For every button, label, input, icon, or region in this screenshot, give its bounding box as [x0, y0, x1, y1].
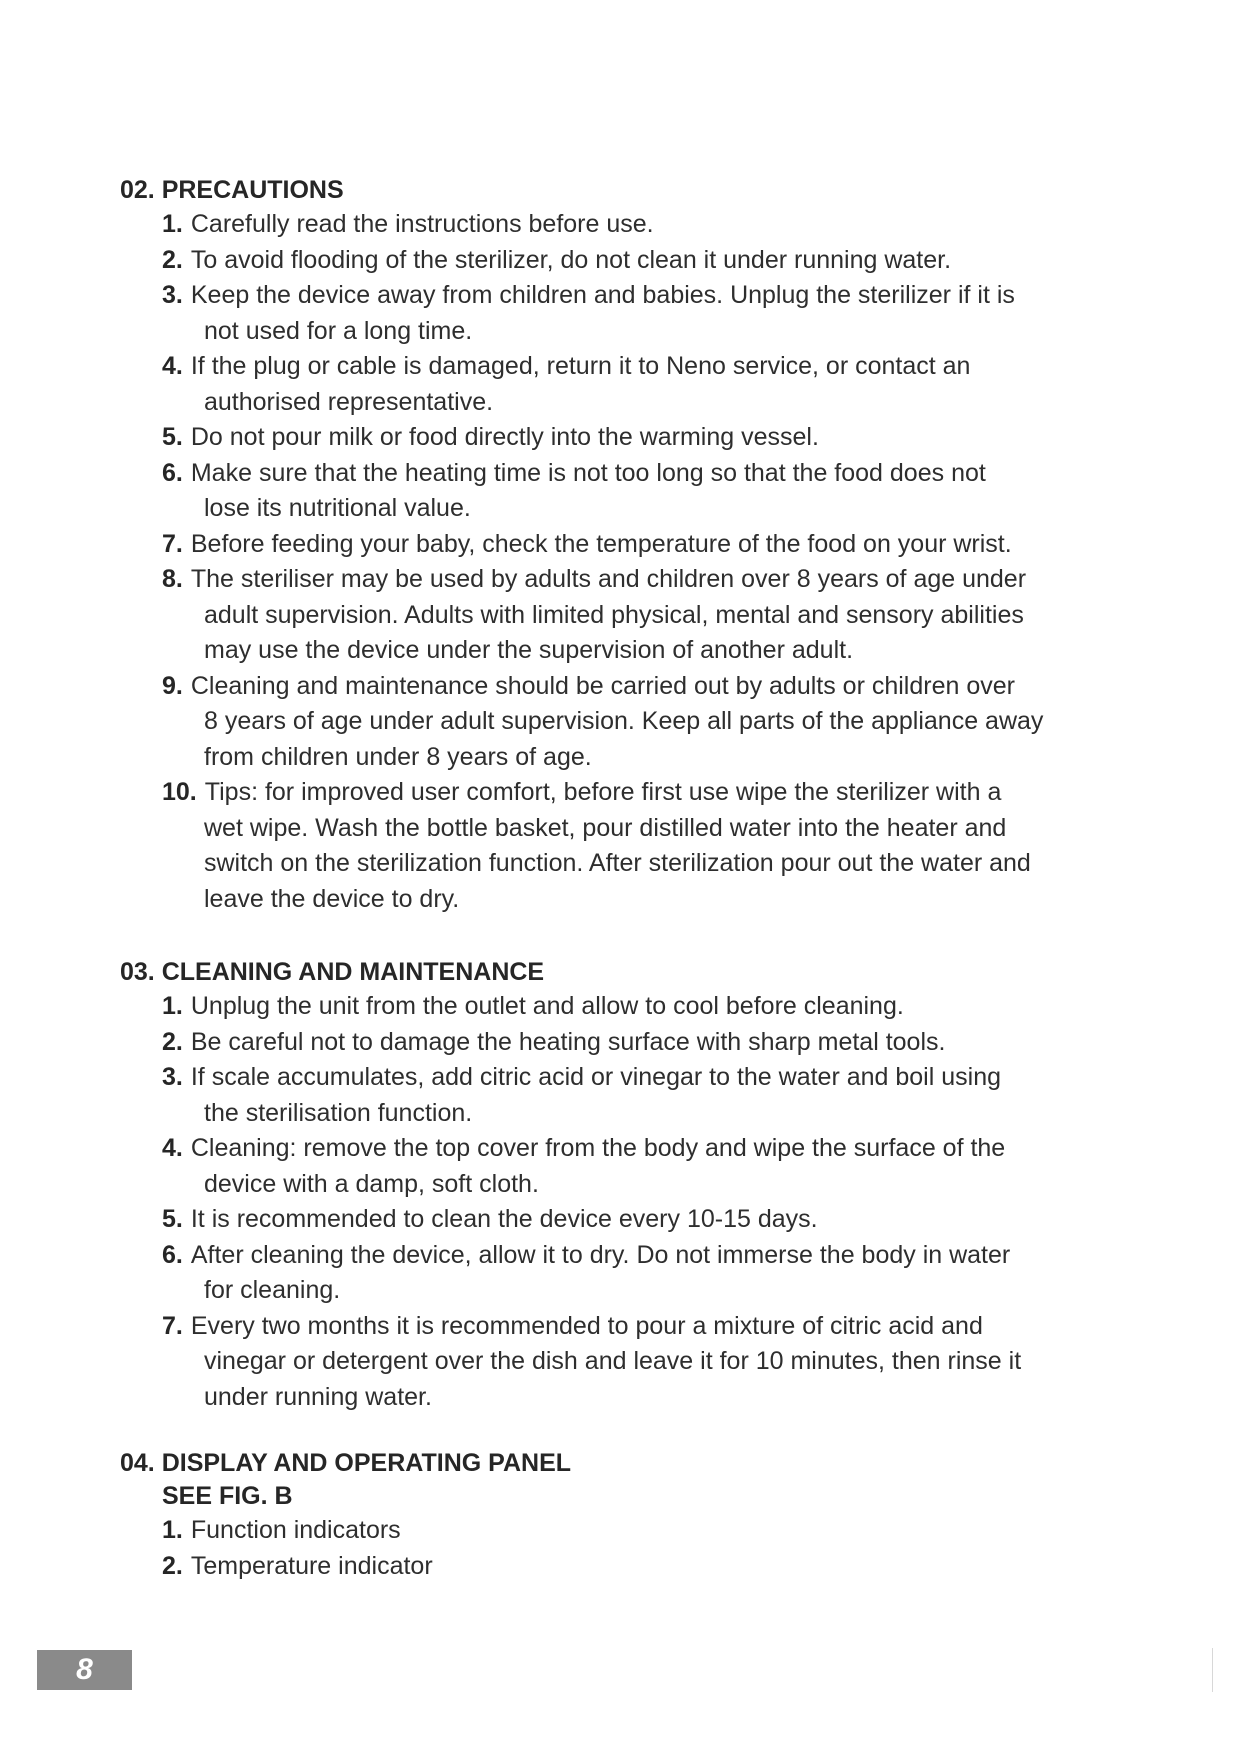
item-number: 1.: [162, 1516, 183, 1544]
item-text: It is recommended to clean the device every 10-15 days.: [190, 1205, 818, 1233]
item-text: The steriliser may be used by adults and children over 8 years of age under: [190, 565, 1027, 593]
list-item: [162, 1060, 1160, 1131]
item-number: 7.: [162, 529, 183, 558]
item-text: Make sure that the heating time is not too long so that the food does not: [190, 458, 986, 487]
section-precautions: [120, 174, 1160, 917]
list-item: [162, 207, 1160, 243]
item-text: Do not pour milk or food directly into the warming vessel.: [190, 423, 819, 451]
section-subtitle: SEE FIG. B: [162, 1482, 293, 1510]
item-number: 2.: [162, 245, 183, 274]
list-item: [162, 1131, 1160, 1202]
item-text-continuation: lose its nutritional value.: [204, 494, 471, 522]
item-text: Unplug the unit from the outlet and allow to cool before cleaning.: [190, 992, 904, 1020]
item-text: Cleaning and maintenance should be carried out by adults or children over: [190, 671, 1015, 700]
item-number: 2.: [162, 1027, 183, 1056]
list-item: [162, 243, 1160, 279]
item-number: 4.: [162, 352, 183, 380]
list-item: [162, 989, 1160, 1025]
item-text: Tips: for improved user comfort, before first use wipe the sterilizer with a: [204, 778, 1002, 806]
edge-divider: [1212, 1648, 1213, 1692]
item-text-continuation: from children under 8 years of age.: [204, 742, 592, 771]
item-text-continuation: may use the device under the supervision of another adult.: [204, 636, 854, 664]
item-text: To avoid flooding of the sterilizer, do not clean it under running water.: [190, 245, 952, 274]
item-text: Carefully read the instructions before use.: [190, 210, 654, 238]
item-number: 1.: [162, 992, 183, 1020]
item-number: 3.: [162, 281, 183, 309]
item-text: Function indicators: [190, 1516, 401, 1544]
item-number: 8.: [162, 565, 183, 593]
item-text-continuation: 8 years of age under adult supervision. Keep all parts of the appliance away: [204, 707, 1044, 735]
item-number: 4.: [162, 1134, 183, 1162]
section-cleaning: [120, 956, 1160, 1415]
item-number: 6.: [162, 458, 183, 487]
item-number: 3.: [162, 1063, 183, 1091]
list-item: [162, 527, 1160, 563]
section-title: 04. DISPLAY AND OPERATING PANEL: [120, 1449, 572, 1477]
page-number: 8: [37, 1650, 132, 1690]
list-item: [162, 1309, 1160, 1416]
item-number: 7.: [162, 1311, 183, 1340]
display-panel-list: [120, 1513, 1160, 1584]
list-item: [162, 349, 1160, 420]
list-item: [162, 1202, 1160, 1238]
item-number: 2.: [162, 1551, 183, 1580]
item-text: Temperature indicator: [190, 1551, 433, 1580]
cleaning-list: [120, 989, 1160, 1415]
list-item: [162, 1025, 1160, 1061]
list-item: [162, 1238, 1160, 1309]
item-number: 1.: [162, 210, 183, 238]
section-display-panel: [120, 1447, 1160, 1584]
item-text-continuation: the sterilisation function.: [204, 1098, 473, 1127]
item-text-continuation: vinegar or detergent over the dish and leave it for 10 minutes, then rinse it: [204, 1347, 1022, 1375]
list-item: [162, 456, 1160, 527]
item-text: Cleaning: remove the top cover from the body and wipe the surface of the: [190, 1134, 1006, 1162]
section-title: 02. PRECAUTIONS: [120, 176, 344, 204]
item-text: Every two months it is recommended to pour a mixture of citric acid and: [190, 1311, 983, 1340]
section-title: 03. CLEANING AND MAINTENANCE: [120, 958, 545, 986]
item-text-continuation: leave the device to dry.: [204, 884, 460, 913]
item-number: 10.: [162, 778, 197, 806]
precautions-list: [120, 207, 1160, 917]
list-item: [162, 278, 1160, 349]
item-text-continuation: device with a damp, soft cloth.: [204, 1169, 539, 1198]
list-item: [162, 775, 1160, 917]
list-item: [162, 1513, 1160, 1549]
item-number: 9.: [162, 671, 183, 700]
item-number: 5.: [162, 1205, 183, 1233]
item-number: 6.: [162, 1240, 183, 1269]
item-text: If the plug or cable is damaged, return it to Neno service, or contact an: [190, 352, 971, 380]
item-number: 5.: [162, 423, 183, 451]
list-item: [162, 420, 1160, 456]
item-text-continuation: wet wipe. Wash the bottle basket, pour distilled water into the heater and: [204, 813, 1007, 842]
item-text-continuation: adult supervision. Adults with limited physical, mental and sensory abilities: [204, 600, 1024, 629]
list-item: [162, 562, 1160, 669]
item-text: If scale accumulates, add citric acid or vinegar to the water and boil using: [190, 1063, 1002, 1091]
item-text: Keep the device away from children and babies. Unplug the sterilizer if it is: [190, 281, 1015, 309]
item-text: After cleaning the device, allow it to dry. Do not immerse the body in water: [190, 1240, 1011, 1269]
list-item: [162, 669, 1160, 776]
list-item: [162, 1549, 1160, 1585]
item-text: Before feeding your baby, check the temperature of the food on your wrist.: [190, 529, 1012, 558]
item-text-continuation: authorised representative.: [204, 387, 494, 416]
item-text-continuation: not used for a long time.: [204, 316, 473, 345]
item-text-continuation: switch on the sterilization function. After sterilization pour out the water and: [204, 849, 1031, 877]
item-text-continuation: for cleaning.: [204, 1276, 341, 1304]
item-text-continuation: under running water.: [204, 1382, 432, 1411]
item-text: Be careful not to damage the heating surface with sharp metal tools.: [190, 1027, 946, 1056]
